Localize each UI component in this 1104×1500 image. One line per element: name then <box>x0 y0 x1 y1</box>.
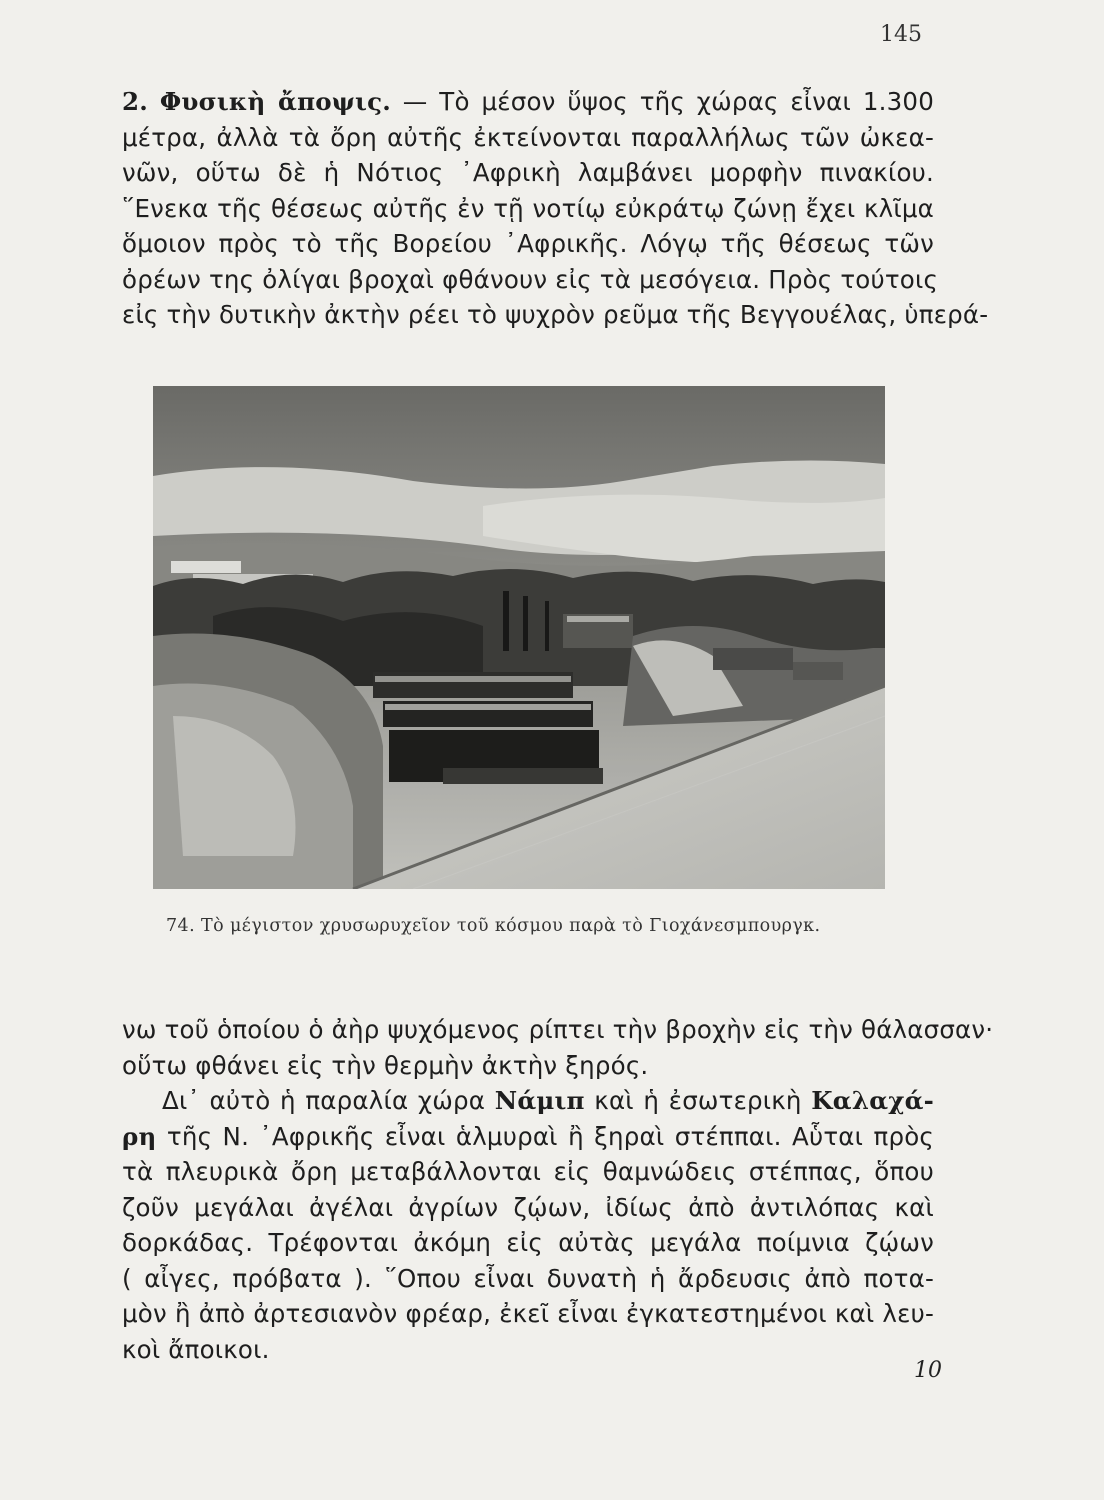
page-number: 145 <box>880 22 922 47</box>
text-line: μέτρα, ἀλλὰ τὰ ὄρη αὐτῆς ἐκτείνονται παραλλήλως τῶν ὠκεα- <box>122 122 934 152</box>
text-line: νω τοῦ ὁποίου ὁ ἀὴρ ψυχόμενος ρίπτει τὴν βροχὴν εἰς τὴν θάλασσαν· <box>122 1015 994 1044</box>
text-line: ( αἶγες, πρόβατα ). ῞Οπου εἶναι δυνατὴ ἡ ἄρδευσις ἀπὸ ποτα- <box>122 1263 934 1293</box>
text-line: ὅμοιον πρὸς τὸ τῆς Βορείου ᾽Αφρικῆς. Λόγῳ τῆς θέσεως τῶν <box>122 229 934 258</box>
text-line <box>122 1119 934 1155</box>
text-line: ὀρέων της ὀλίγαι βροχαὶ φθάνουν εἰς τὰ μεσόγεια. Πρὸς τούτοις <box>122 264 939 294</box>
text-line: κοὶ ἄποικοι. <box>122 1334 270 1364</box>
text-line: νῶν, οὕτω δὲ ἡ Νότιος ᾽Αφρικὴ λαμβάνει μορφὴν πινακίου. <box>122 158 934 187</box>
signature-mark: 10 <box>914 1358 942 1383</box>
text-segment: καὶ ἡ ἐσωτερικὴ <box>584 1086 812 1115</box>
text-segment: τῆς Ν. ᾽Αφρικῆς εἶναι ἁλμυραὶ ἢ ξηραὶ στέππαι. Αὗται πρὸς <box>156 1121 934 1151</box>
place-name-namib: Νάμιπ <box>494 1086 585 1115</box>
text-line: ζοῦν μεγάλαι ἀγέλαι ἀγρίων ζῴων, ἰδίως ἀπὸ ἀντιλόπας καὶ <box>122 1192 934 1222</box>
gold-mine-photo <box>153 386 885 889</box>
bottom-paragraphs <box>122 1012 994 1367</box>
section-title: Φυσικὴ ἄποψις. <box>159 87 391 116</box>
text-line: τὰ πλευρικὰ ὄρη μεταβάλλονται εἰς θαμνώδεις στέππας, ὅπου <box>122 1157 934 1186</box>
text-segment: Δι᾽ αὐτὸ ἡ παραλία χώρα <box>162 1086 495 1115</box>
top-paragraph <box>122 84 989 333</box>
place-name-kalahari: Καλαχά- <box>811 1086 934 1115</box>
section-number: 2. <box>122 87 148 116</box>
text-line: ῞Ενεκα τῆς θέσεως αὐτῆς ἐν τῇ νοτίῳ εὐκράτῳ ζώνῃ ἔχει κλῖμα <box>122 193 934 223</box>
text-line <box>122 84 934 120</box>
text-line <box>122 1083 934 1119</box>
place-name-kalahari-end: ρη <box>122 1121 157 1151</box>
text-segment: — Τὸ μέσον ὕψος τῆς χώρας εἶναι 1.300 <box>402 87 934 116</box>
text-line: μὸν ἢ ἀπὸ ἀρτεσιανὸν φρέαρ, ἐκεῖ εἶναι ἐγκατεστημένοι καὶ λευ- <box>122 1299 934 1328</box>
figure-caption: 74. Τὸ μέγιστον χρυσωρυχεῖον τοῦ κόσμου παρὰ τὸ Γιοχάνεσμπουργκ. <box>166 916 821 936</box>
text-line: δορκάδας. Τρέφονται ἀκόμη εἰς αὐτὰς μεγάλα ποίμνια ζῴων <box>122 1228 934 1257</box>
text-line: εἰς τὴν δυτικὴν ἀκτὴν ρέει τὸ ψυχρὸν ρεῦμα τῆς Βεγγουέλας, ὑπερά- <box>122 300 989 329</box>
text-line: οὕτω φθάνει εἰς τὴν θερμὴν ἀκτὴν ξηρός. <box>122 1050 649 1080</box>
